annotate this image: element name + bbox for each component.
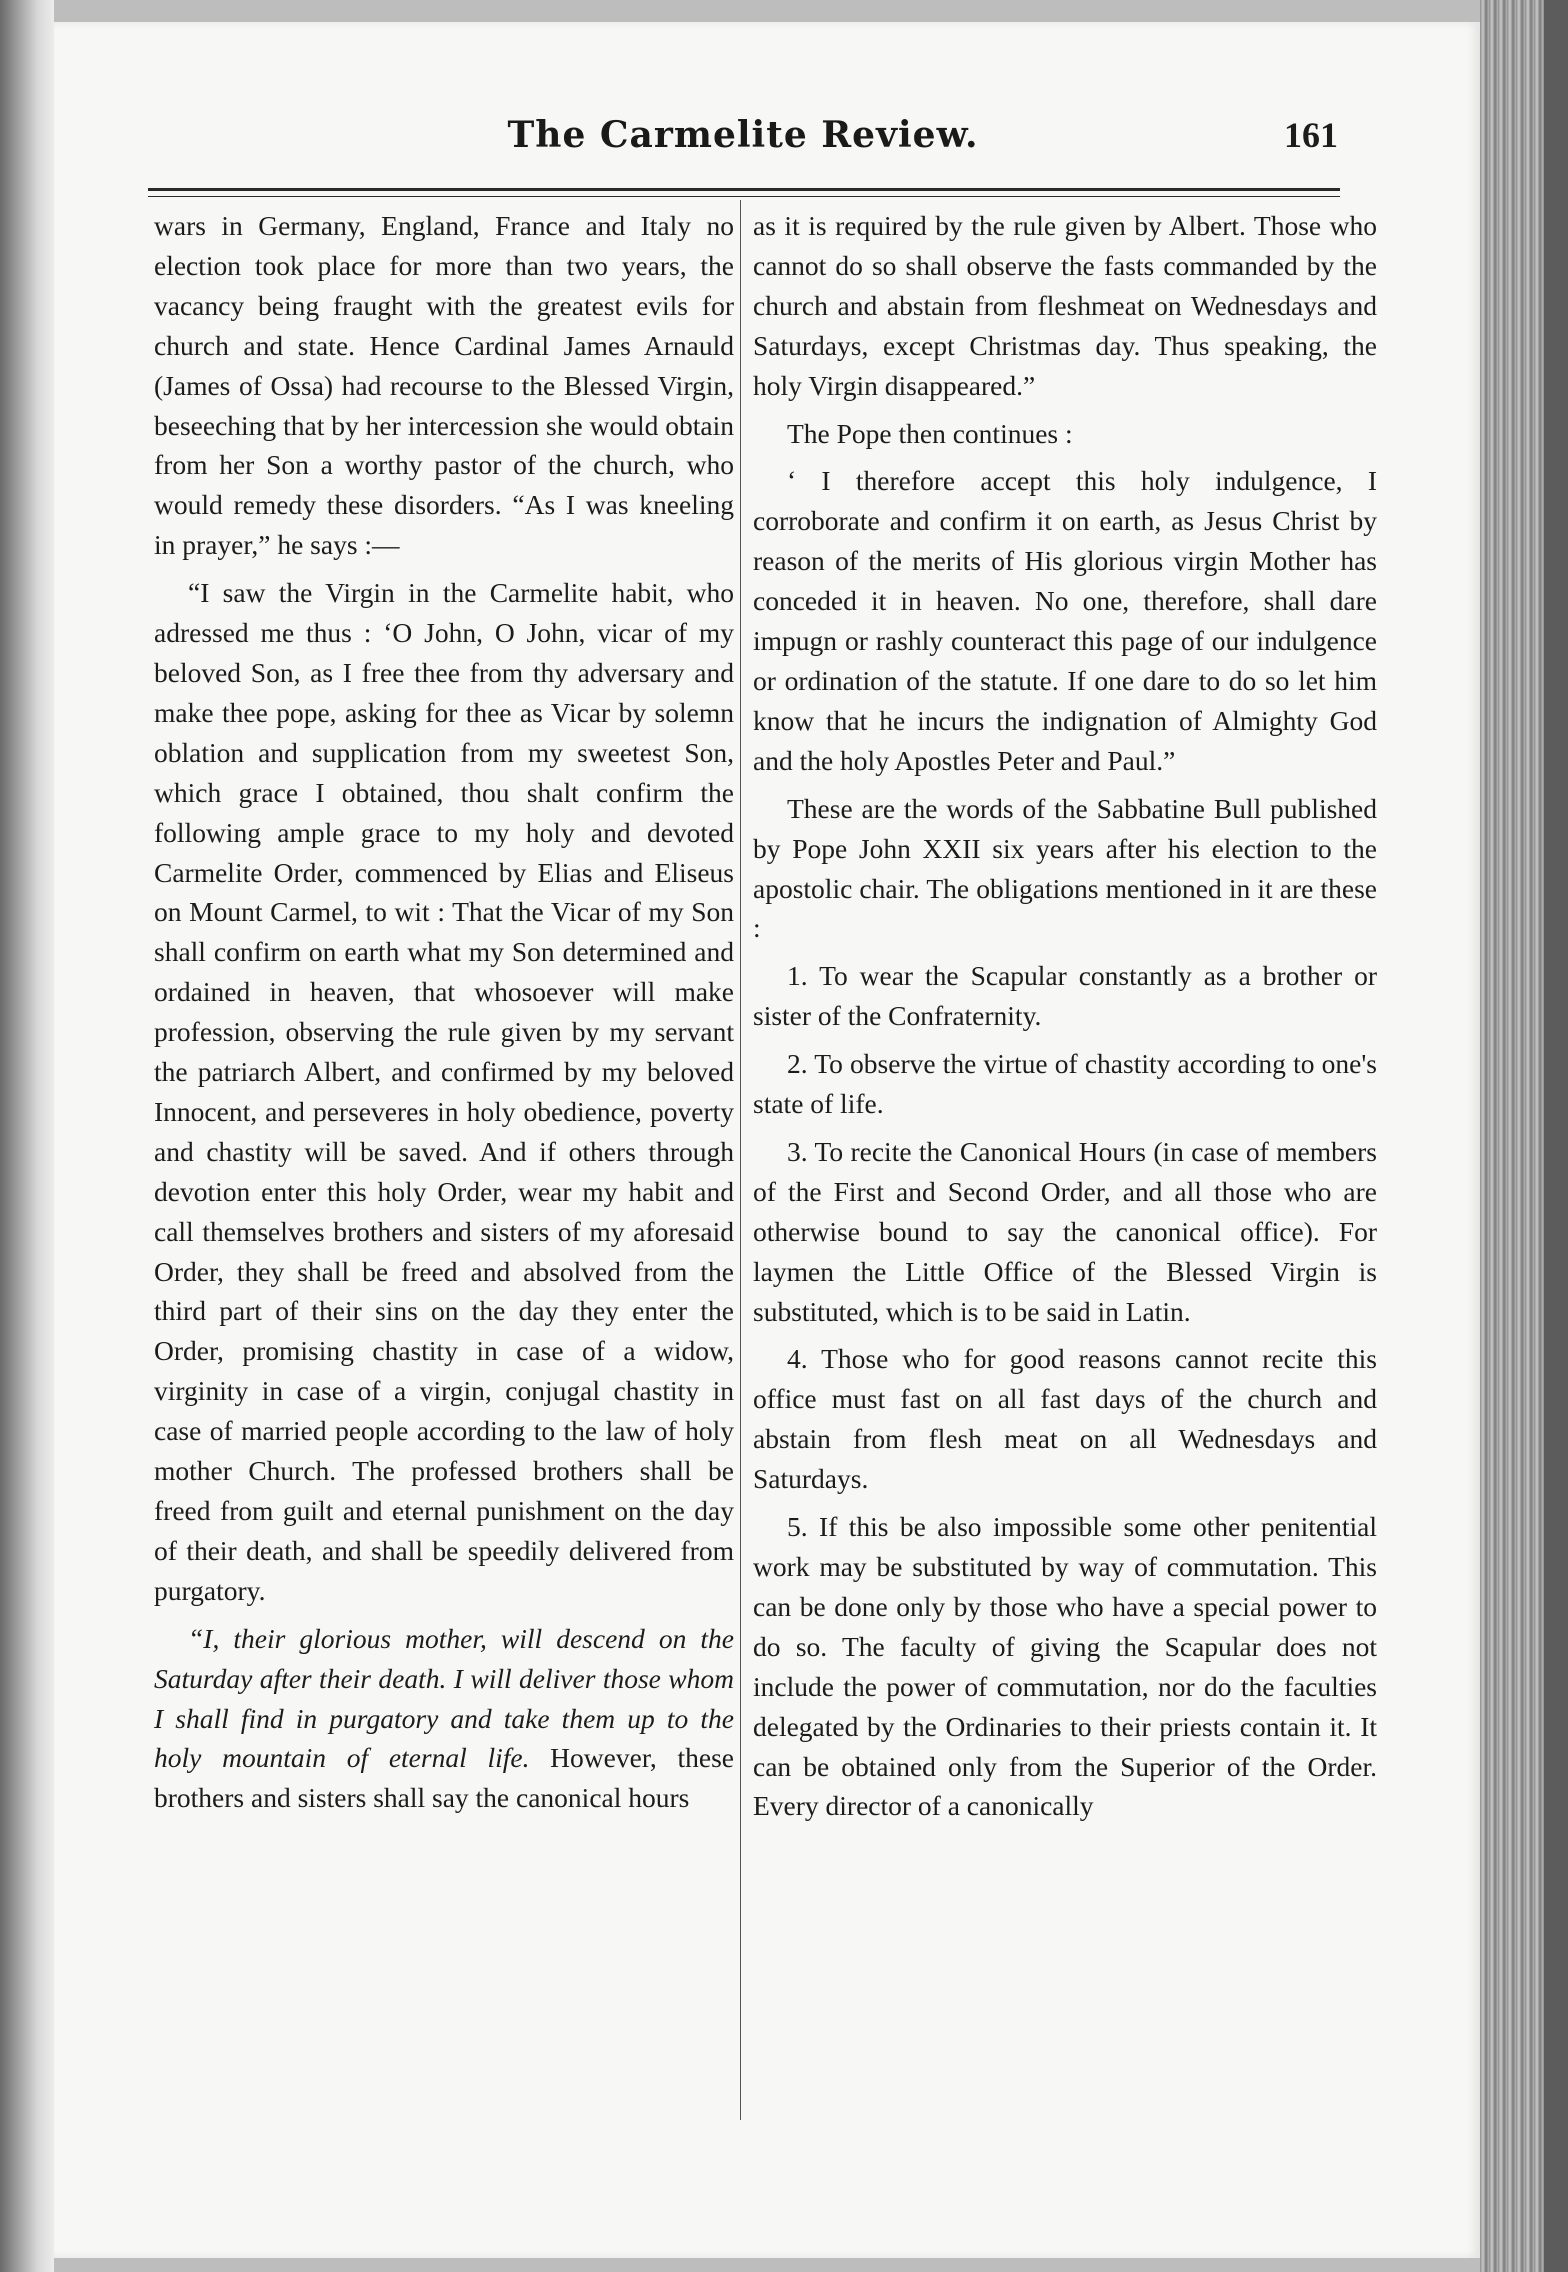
column-divider [740, 200, 741, 2120]
list-item: 2. To observe the virtue of chastity according to one's state of life. [753, 1048, 1377, 1120]
paragraph: as it is required by the rule given by Albert. Those who cannot do so shall observe the fasts commanded by the church and abstain from fleshmeat on Wednesdays and Saturdays, except Christmas day. Thus speaking, the holy Virgin disappeared.” [753, 210, 1377, 401]
list-item: 5. If this be also impossible some other penitential work may be substituted by way of commutation. This can be done only by those who have a special power to do so. The faculty of giving the Scapular does not include the power of commutation, nor do the faculties delegated by the Ordinaries to their priests contain it. It can be obtained only from the Superior of the Order. Every director of a canonically [753, 1511, 1377, 1822]
header-rule-thin [148, 196, 1340, 197]
list-item: 4. Those who for good reasons cannot recite this office must fast on all fast days of the church and abstain from flesh meat on all Wednesdays and Saturdays. [753, 1343, 1377, 1495]
list-item: 1. To wear the Scapular constantly as a brother or sister of the Confraternity. [753, 960, 1377, 1032]
page-number: 161 [1284, 115, 1338, 155]
list-item: 3. To recite the Canonical Hours (in case of members of the First and Second Order, and all those who are otherwise bound to say the canonical office). For laymen the Little Office of the Blessed Virgin is substituted, which is to be said in Latin. [753, 1135, 1377, 1327]
running-head: The Carmelite Review. [507, 114, 979, 156]
header-rule [148, 188, 1340, 191]
paragraph: The Pope then continues : [787, 417, 1073, 449]
paragraph: wars in Germany, England, France and Italy no election took place for more than two years, the vacancy being fraught with the greatest evils for church and state. Hence Cardinal James Arnauld (James of Ossa) had recourse to the Blessed Virgin, beseeching that by her intercession she would obtain from her Son a worthy pastor of the church, who would remedy these disorders. “As I was kneeling in prayer,” he says :— [154, 210, 734, 561]
roman-tail: However, these brothers and sisters shall say the canonical hours [154, 1742, 734, 1814]
paragraph: These are the words of the Sabbatine Bull published by Pope John XXII six years after his election to the apostolic chair. The obligations mentioned in it are these : [753, 792, 1377, 944]
italic-quote: “I, their glorious mother, will descend on the Saturday after their death. I will deliver those whom I shall find in purgatory and take them up to the holy mountain of eternal life. [154, 1622, 734, 1774]
paragraph-mixed [154, 1619, 734, 1819]
left-column [154, 206, 734, 1826]
paragraph: “I saw the Virgin in the Carmelite habit, who adressed me thus : ‘O John, O John, vicar of my beloved Son, as I free thee from thy adversary and make thee pope, asking for thee as Vicar by solemn oblation and supplication from my sweetest Son, which grace I obtained, thou shalt confirm the following ample grace to my holy and devoted Carmelite Order, commenced by Elias and Eliseus on Mount Carmel, to wit : That the Vicar of my Son shall confirm on earth what my Son determined and ordained in heaven, that whosoever will make profession, observing the rule given by my servant the patriarch Albert, and confirmed by my beloved Innocent, and perseveres in holy obedience, poverty and chastity will be saved. And if others through devotion enter this holy Order, wear my habit and call themselves brothers and sisters of my aforesaid Order, they shall be freed and absolved from the third part of their sins on the day they enter the Order, promising chastity in case of a widow, virginity in case of a virgin, conjugal chastity in case of married people according to the law of holy mother Church. The professed brothers shall be freed from guilt and eternal punishment on the day of their death, and shall be speedily delivered from purgatory. [154, 577, 734, 1606]
right-column [753, 206, 1377, 1834]
page-edges [1480, 0, 1568, 2272]
page-header [148, 108, 1338, 178]
scan-left-margin [0, 0, 54, 2272]
paragraph: ‘ I therefore accept this holy indulgence, I corroborate and confirm it on earth, as Jesus Christ by reason of the merits of His glorious virgin Mother has conceded it in heaven. No one, therefore, shall dare impugn or rashly counteract this page of our indulgence or ordination of the statute. If one dare to do so let him know that he incurs the indignation of Almighty God and the holy Apostles Peter and Paul.” [753, 465, 1377, 776]
